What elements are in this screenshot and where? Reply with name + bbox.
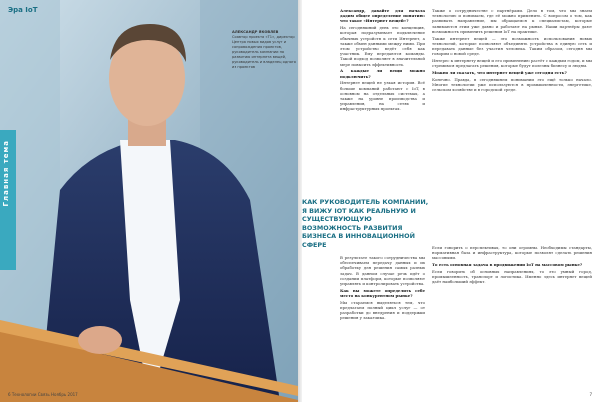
interview-question: Можно ли сказать, что интернет вещей уже сегодня есть? <box>432 70 567 76</box>
caption-text: Соавтор проекта «Т1», директор Центра новых видов услуг и сопровождения проектов, руководитель компании по развитию интернета вещей, руководитель и владелец одного из проектов <box>232 35 296 69</box>
interview-question: Как вы можете определить себе место на конкурентном рынке? <box>340 287 425 299</box>
article-column-2 <box>432 8 592 94</box>
footer-left: 6 Технологии Связь Ноябрь 2017 <box>8 392 78 397</box>
article-paragraph: Также о сотрудничестве с партнёрами. Дело в том, что мы знаем технологию и понимаем, где её можно применить. С вопросом о том, как развивать направление, мы обращаемся к специалистам, которые занимаются этим уже давно и работают на рынке. Наши партнёры дают возможность применить решения IoT на практике. <box>432 8 592 34</box>
interview-question: То есть основная задача в продвижении IoT на массовом рынке? <box>432 262 583 268</box>
article-column-1 <box>340 8 425 113</box>
interview-question: Александр, давайте для начала дадим общее определение понятию: что такое «Интернет вещей»? <box>340 8 425 24</box>
article-paragraph: Если говорить о перспективах, то они огромны. Необходимы стандарты, нормативная база и инфраструктура, которые позволят сделать решения массовыми. <box>432 245 592 261</box>
article-paragraph: Если говорить об основных направлениях, то это умный город, промышленность, транспорт и логистика. Именно здесь интернет вещей даёт наибольший эффект. <box>432 269 592 285</box>
article-paragraph: Интерес к интернету вещей и его применению растёт с каждым годом, и мы стремимся предлагать решения, которые будут полезны бизнесу и людям. <box>432 58 592 69</box>
brand-label: Эра IoT <box>8 6 38 14</box>
section-tab-label: Главная тема <box>2 140 10 207</box>
article-paragraph: Также интернет вещей — это возможность использования новых технологий, которые позволяют объединять устройства в единую сеть и передавать данные без участия человека. Таким образом, сегодня мы говорим о новой среде. <box>432 35 592 57</box>
article-paragraph: В результате такого сотрудничества мы обеспечиваем передачу данных и их обработку для решения самых разных задач. В данном случае речь идёт о создании платформ, которые позволяют управлять и контролировать устройства. <box>340 255 425 287</box>
section-tab <box>0 130 16 270</box>
caption-name: АЛЕКСАНДР ЯКОВЛЕВ <box>232 30 279 34</box>
article-paragraph: Конечно. Правда, в сегодняшнем понимании это ещё только начало. Многие технологии уже используются в промышленности, энергетике, сельском хозяйстве и в городской среде. <box>432 76 592 93</box>
article-paragraph: На сегодняшний день это концепция, которая подразумевает подключение обычных устройств к сети Интернет, а также обмен данными между ними. При этом устройство ведёт себя как участник. Ему передаются команды. Такой подход позволяет в значительной мере повысить эффективность. <box>340 25 425 67</box>
interview-question: А каждые ли вещи можно подключить? <box>340 68 425 79</box>
left-page <box>0 0 298 402</box>
pull-quote: КАК РУКОВОДИТЕЛЬ КОМПАНИИ, Я ВИЖУ IOT КАК РЕАЛЬНУЮ И СУЩЕСТВУЮЩУЮ ВОЗМОЖНОСТЬ РАЗВИТИЯ БИЗНЕСА В ИННОВАЦИОННОЙ СФЕРЕ <box>302 198 429 249</box>
article-column-3 <box>432 245 592 286</box>
footer-right: 7 <box>589 392 592 397</box>
photo-caption <box>232 30 296 70</box>
article-paragraph: Мы стараемся выделяться тем, что предлагаем полный цикл услуг — от разработки до внедрения и поддержки решения у заказчика. <box>340 299 425 321</box>
article-column-1-lower <box>340 255 425 322</box>
article-paragraph: Интернет вещей не узкая история. Всё больше компаний работают с IoT, в основном на отдельных системах, а также на уровне производства и управления, на сетях и инфраструктурных проектах. <box>340 80 425 112</box>
